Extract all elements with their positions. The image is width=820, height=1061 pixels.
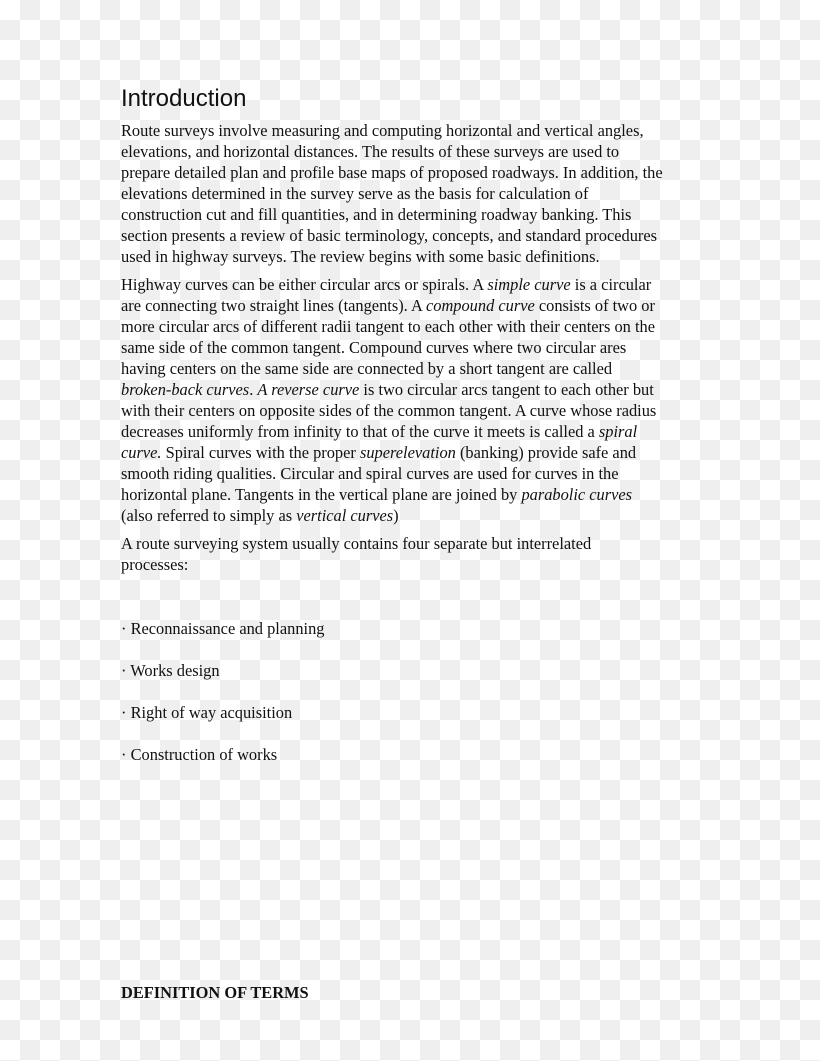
process-list — [121, 618, 324, 786]
bullet-dot-icon: · — [121, 661, 131, 680]
text-line — [121, 379, 701, 400]
list-item — [121, 702, 324, 744]
text-run: having centers on the same side are connected by a short tangent are called — [121, 359, 613, 378]
text-run: prepare detailed plan and profile base maps of proposed roadways. In addition, the — [121, 163, 663, 182]
italic-term: simple curve — [487, 275, 571, 294]
text-line — [121, 141, 701, 162]
text-line — [121, 316, 701, 337]
italic-term: compound curve — [425, 296, 535, 315]
text-line — [121, 463, 701, 484]
text-line — [121, 358, 701, 379]
text-run: ) — [393, 506, 399, 525]
italic-term: A reverse curve — [257, 380, 360, 399]
bullet-dot-icon: · — [121, 703, 131, 722]
italic-term: broken-back curves — [121, 380, 250, 399]
bullet-dot-icon: · — [121, 745, 131, 764]
text-run: more circular arcs of different radii tangent to each other with their centers on the — [121, 317, 655, 336]
text-line — [121, 554, 701, 575]
italic-term: curve. — [121, 443, 162, 462]
list-item-text: Right of way acquisition — [130, 703, 293, 722]
text-line — [121, 505, 701, 526]
text-line — [121, 274, 701, 295]
text-run: (banking) provide safe and — [455, 443, 637, 462]
text-run: . — [249, 380, 258, 399]
text-line — [121, 533, 701, 554]
text-run: with their centers on opposite sides of the common tangent. A curve whose radius — [121, 401, 657, 420]
bullet-dot-icon: · — [121, 619, 131, 638]
text-line — [121, 442, 701, 463]
text-run: consists of two or — [534, 296, 655, 315]
text-run: Spiral curves with the proper — [161, 443, 360, 462]
text-run: elevations, and horizontal distances. The results of these surveys are used to — [121, 142, 620, 161]
list-item-text: Construction of works — [130, 745, 278, 764]
text-run: same side of the common tangent. Compound curves where two circular ares — [121, 338, 627, 357]
list-item — [121, 618, 324, 660]
text-run: A route surveying system usually contains four separate but interrelated — [121, 534, 592, 553]
paragraph-route-surveys — [121, 120, 701, 267]
text-line — [121, 484, 701, 505]
italic-term: vertical curves — [296, 506, 394, 525]
list-item — [121, 744, 324, 786]
text-line — [121, 162, 701, 183]
text-line — [121, 120, 701, 141]
text-line — [121, 204, 701, 225]
text-run: is a circular — [570, 275, 652, 294]
list-item-text: Works design — [130, 661, 220, 680]
heading-introduction: Introduction — [121, 85, 247, 112]
text-line — [121, 400, 701, 421]
paragraph-highway-curves — [121, 274, 701, 526]
text-run: elevations determined in the survey serve as the basis for calculation of — [121, 184, 589, 203]
list-item-text: Reconnaissance and planning — [130, 619, 325, 638]
text-line — [121, 246, 701, 267]
text-run: horizontal plane. Tangents in the vertical plane are joined by — [121, 485, 522, 504]
text-run: used in highway surveys. The review begins with some basic definitions. — [121, 247, 600, 266]
italic-term: superelevation — [359, 443, 456, 462]
list-item — [121, 660, 324, 702]
text-line — [121, 183, 701, 204]
text-line — [121, 337, 701, 358]
text-run: construction cut and fill quantities, and in determining roadway banking. This — [121, 205, 632, 224]
text-line — [121, 421, 701, 442]
text-run: smooth riding qualities. Circular and spiral curves are used for curves in the — [121, 464, 619, 483]
body-text — [121, 120, 701, 582]
text-run: decreases uniformly from infinity to that of the curve it meets is called a — [121, 422, 599, 441]
text-run: are connecting two straight lines (tangents). A — [121, 296, 426, 315]
italic-term: parabolic curves — [521, 485, 633, 504]
paragraph-route-system — [121, 533, 701, 575]
text-run: Route surveys involve measuring and computing horizontal and vertical angles, — [121, 121, 644, 140]
text-run: is two circular arcs tangent to each other but — [359, 380, 654, 399]
text-line — [121, 225, 701, 246]
text-run: Highway curves can be either circular arcs or spirals. A — [121, 275, 488, 294]
text-line — [121, 295, 701, 316]
section-title-definition-of-terms: DEFINITION OF TERMS — [121, 983, 309, 1002]
text-run: processes: — [121, 555, 189, 574]
text-run: section presents a review of basic terminology, concepts, and standard procedures — [121, 226, 658, 245]
italic-term: spiral — [598, 422, 638, 441]
text-run: (also referred to simply as — [121, 506, 297, 525]
